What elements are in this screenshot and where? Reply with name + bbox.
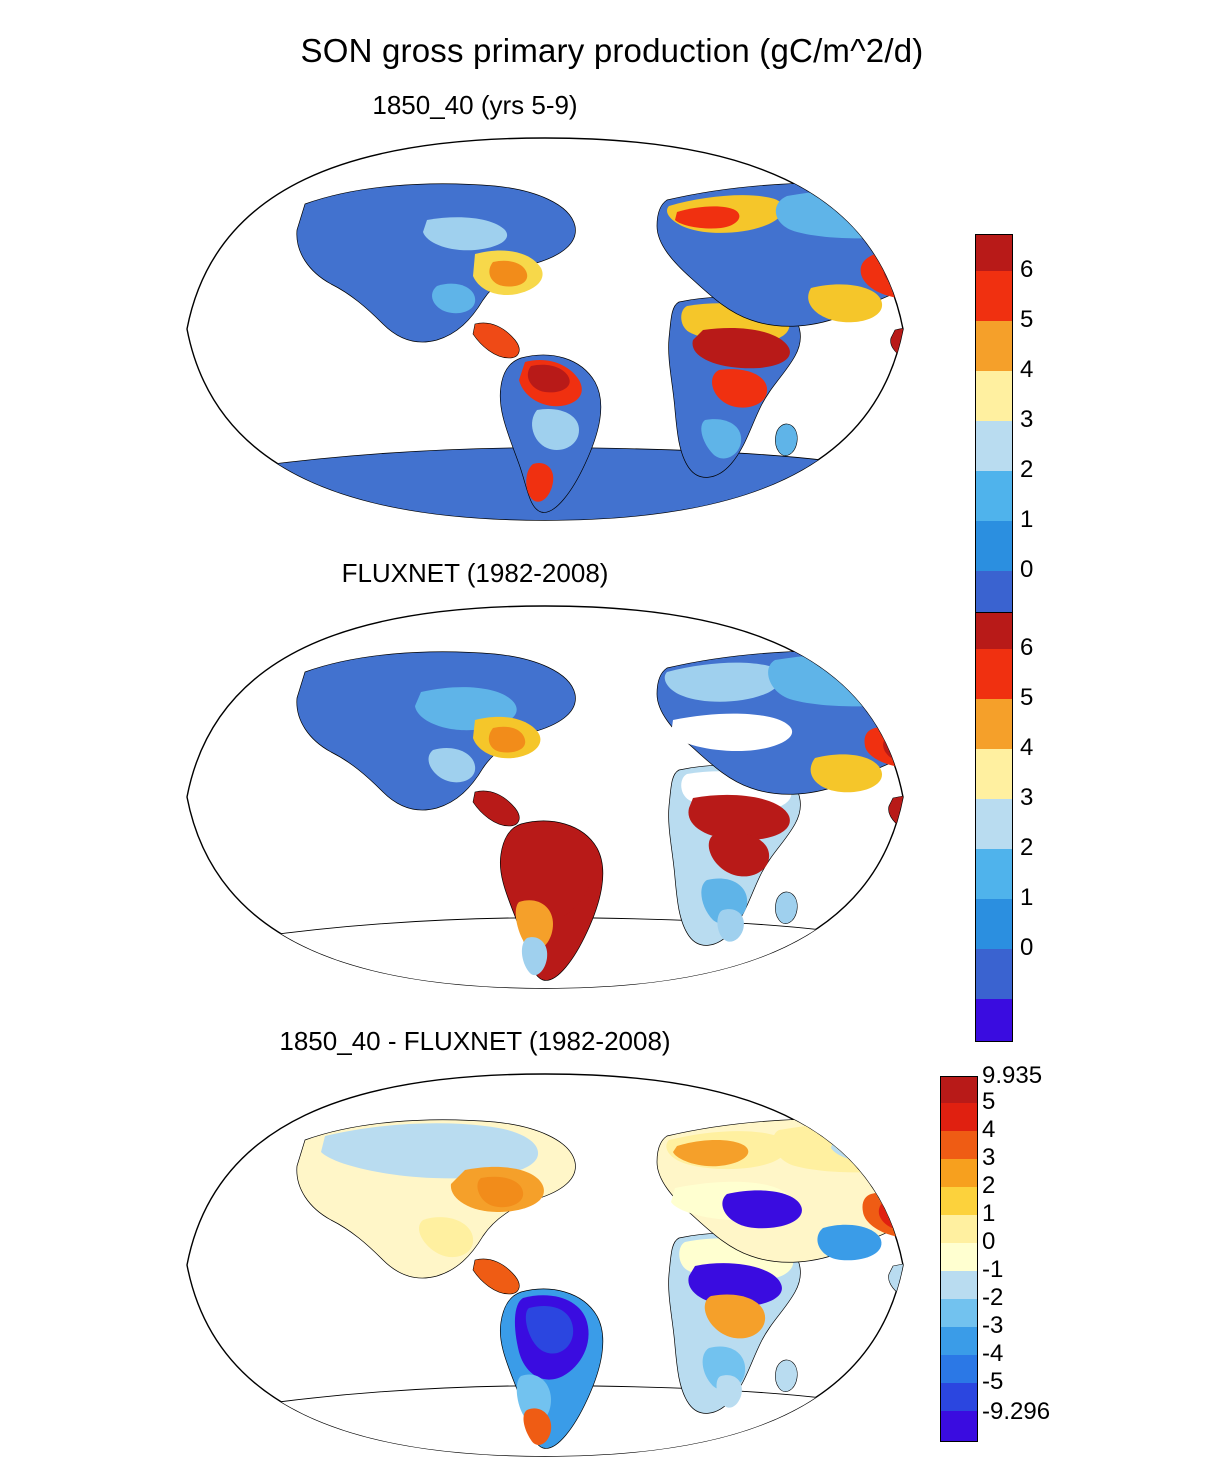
colorbar-tick-label: 4 xyxy=(982,1116,996,1143)
colorbar-model xyxy=(975,234,1013,664)
colorbar-tick-label: 5 xyxy=(982,1088,996,1115)
colorbar-tick-label: 1 xyxy=(1020,884,1034,911)
colorbar-segment xyxy=(976,849,1012,899)
panel-title-diff: 1850_40 - FLUXNET (1982-2008) xyxy=(279,1026,671,1056)
map-svg-diff xyxy=(175,1070,915,1460)
colorbar-tick-label: 5 xyxy=(1020,306,1034,333)
colorbar-tick-label: -1 xyxy=(982,1256,1004,1283)
colorbar-diff xyxy=(940,1076,978,1442)
colorbar-tick-label: 4 xyxy=(1020,356,1034,383)
colorbar-tick-label: 6 xyxy=(1020,634,1034,661)
figure-title: SON gross primary production (gC/m^2/d) xyxy=(300,32,924,69)
colorbar-segment xyxy=(941,1327,977,1355)
colorbar-tick-label: 5 xyxy=(1020,684,1034,711)
map-svg-model xyxy=(175,134,915,524)
colorbar-segment xyxy=(976,371,1012,421)
colorbar-segment xyxy=(976,899,1012,949)
map-obs xyxy=(175,602,915,992)
colorbar-segment xyxy=(976,649,1012,699)
colorbar-segment xyxy=(941,1077,977,1103)
colorbar-tick-label: 1 xyxy=(1020,506,1034,533)
colorbar-tick-label: 3 xyxy=(982,1144,996,1171)
colorbar-segment xyxy=(976,521,1012,571)
colorbar-segment xyxy=(941,1131,977,1159)
colorbar-segment xyxy=(976,949,1012,999)
colorbar-obs xyxy=(975,612,1013,1042)
map-diff xyxy=(175,1070,915,1460)
colorbar-tick-label: 0 xyxy=(1020,556,1034,583)
colorbar-segment xyxy=(976,271,1012,321)
colorbar-tick-label: -4 xyxy=(982,1340,1004,1367)
colorbar-segment xyxy=(976,421,1012,471)
colorbar-segment xyxy=(941,1411,977,1441)
colorbar-tick-label: 2 xyxy=(982,1172,996,1199)
colorbar-segment xyxy=(941,1271,977,1299)
colorbar-segment xyxy=(976,471,1012,521)
colorbar-segment xyxy=(976,699,1012,749)
colorbar-tick-label: -2 xyxy=(982,1284,1004,1311)
colorbar-segment xyxy=(941,1159,977,1187)
colorbar-tick-label: 1 xyxy=(982,1200,996,1227)
colorbar-tick-label: 2 xyxy=(1020,834,1034,861)
colorbar-tick-label: -5 xyxy=(982,1368,1004,1395)
map-svg-obs xyxy=(175,602,915,992)
colorbar-tick-label: 3 xyxy=(1020,784,1034,811)
colorbar-segment xyxy=(941,1215,977,1243)
colorbar-tick-label: 2 xyxy=(1020,456,1034,483)
colorbar-segment xyxy=(976,749,1012,799)
colorbar-tick-label: 6 xyxy=(1020,256,1034,283)
colorbar-tick-label: -3 xyxy=(982,1312,1004,1339)
colorbar-tick-label: -9.296 xyxy=(982,1398,1051,1425)
colorbar-segment xyxy=(941,1383,977,1411)
colorbar-segment xyxy=(941,1299,977,1327)
panel-title-model: 1850_40 (yrs 5-9) xyxy=(372,90,578,120)
panel-title-obs: FLUXNET (1982-2008) xyxy=(341,558,609,588)
colorbar-tick-label: 4 xyxy=(1020,734,1034,761)
colorbar-segment xyxy=(976,321,1012,371)
colorbar-segment xyxy=(941,1103,977,1131)
colorbar-segment xyxy=(976,613,1012,649)
colorbar-tick-label: 0 xyxy=(1020,934,1034,961)
colorbar-tick-label: 0 xyxy=(982,1228,996,1255)
colorbar-segment xyxy=(941,1243,977,1271)
colorbar-tick-label: 9.935 xyxy=(982,1062,1043,1089)
colorbar-tick-label: 3 xyxy=(1020,406,1034,433)
colorbar-segment xyxy=(976,799,1012,849)
colorbar-segment xyxy=(976,235,1012,271)
colorbar-segment xyxy=(941,1187,977,1215)
map-model xyxy=(175,134,915,524)
colorbar-segment xyxy=(941,1355,977,1383)
colorbar-segment xyxy=(976,999,1012,1041)
